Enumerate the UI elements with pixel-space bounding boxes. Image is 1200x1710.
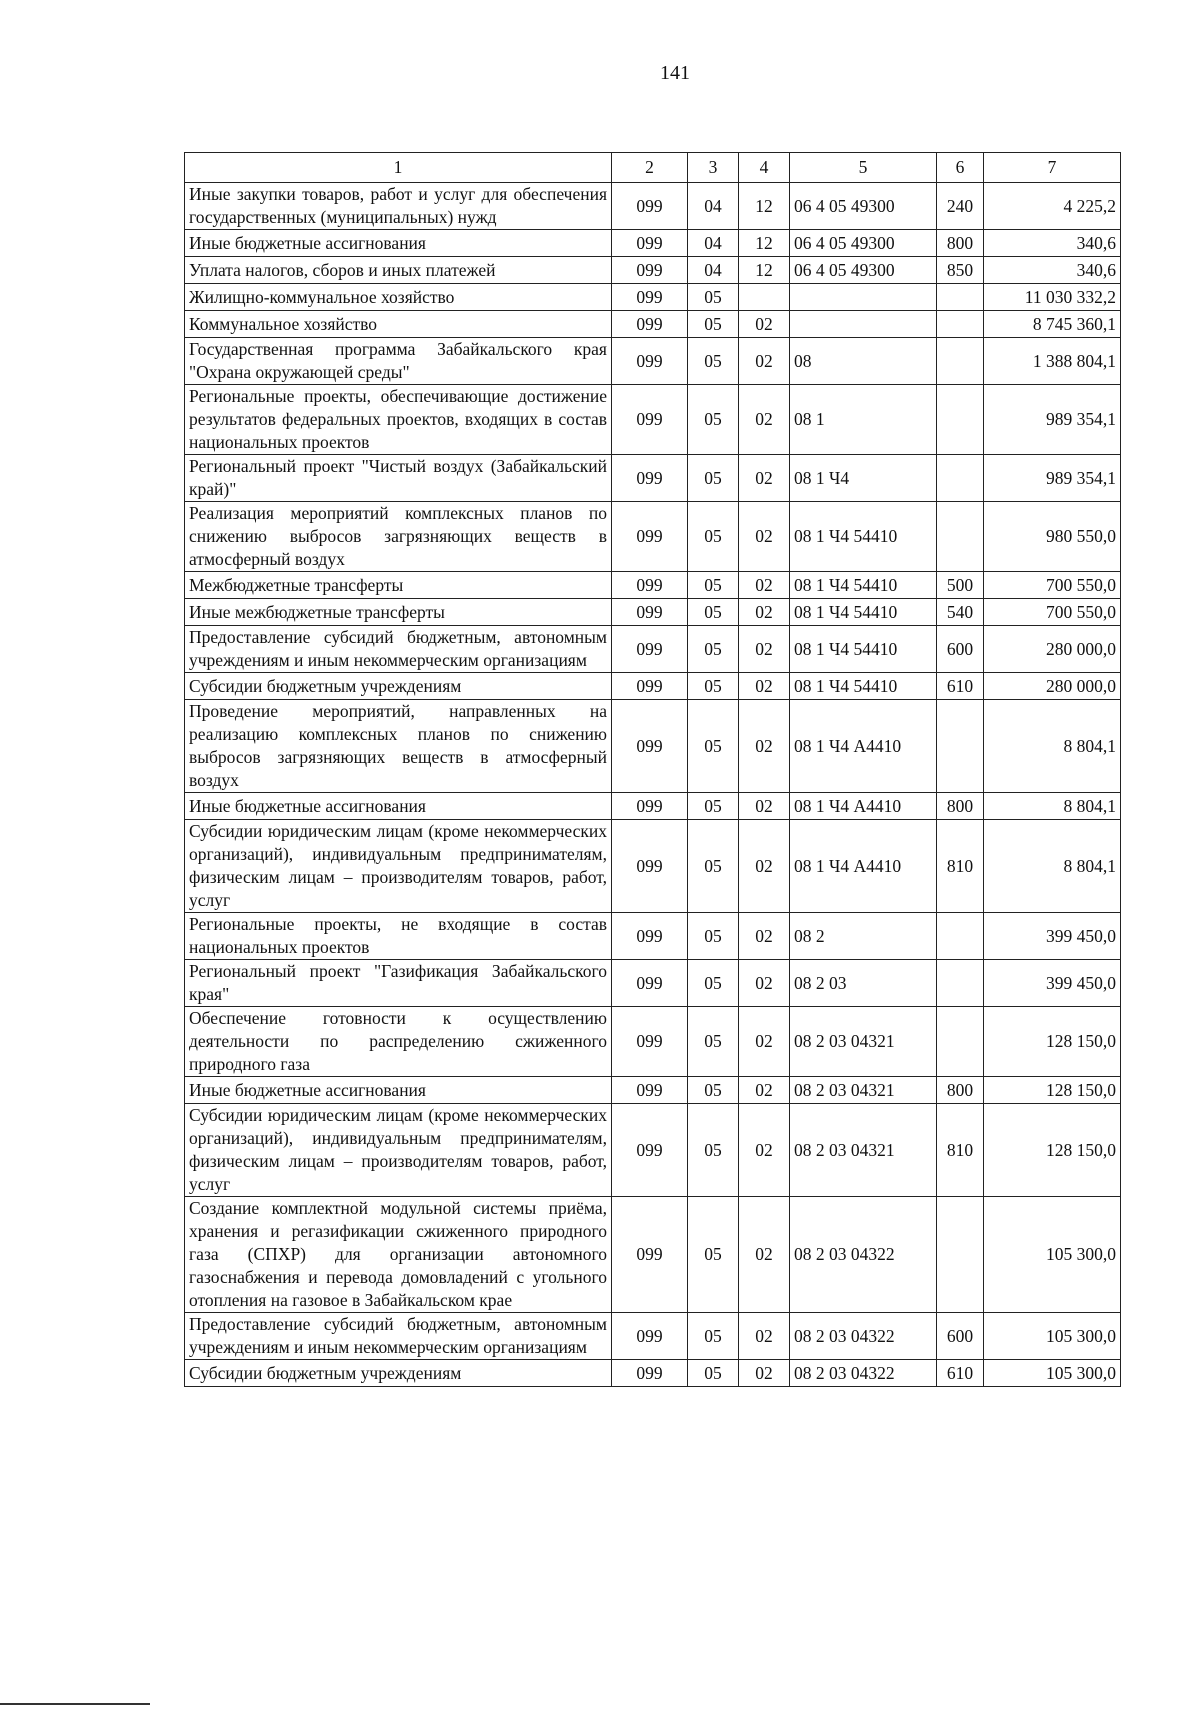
header-cell: 2 [612,153,688,183]
row-name-cell: Проведение мероприятий, направленных на реализацию комплексных планов по снижению выбросов загрязняющих веществ в атмосферный воздух [185,700,612,793]
target-article-cell: 08 1 Ч4 54410 [790,572,937,599]
subsection-cell: 02 [739,1077,790,1104]
section-cell: 05 [688,673,739,700]
expense-type-cell [937,913,984,960]
table-row [185,284,1121,311]
subsection-cell: 02 [739,673,790,700]
subsection-cell: 02 [739,820,790,913]
target-article-cell: 08 1 Ч4 А4410 [790,820,937,913]
table-row [185,820,1121,913]
target-article-cell: 06 4 05 49300 [790,257,937,284]
subsection-cell [739,284,790,311]
subsection-cell: 02 [739,599,790,626]
admin-code-cell: 099 [612,793,688,820]
target-article-cell: 08 1 Ч4 54410 [790,673,937,700]
row-name-cell: Региональный проект "Газификация Забайкальского края" [185,960,612,1007]
section-cell: 05 [688,626,739,673]
amount-cell: 989 354,1 [984,385,1121,455]
admin-code-cell: 099 [612,626,688,673]
subsection-cell: 02 [739,1360,790,1387]
section-cell: 05 [688,502,739,572]
expense-type-cell: 800 [937,230,984,257]
target-article-cell: 08 1 Ч4 54410 [790,502,937,572]
header-cell: 4 [739,153,790,183]
subsection-cell: 02 [739,502,790,572]
row-name-cell: Иные бюджетные ассигнования [185,793,612,820]
section-cell: 05 [688,1197,739,1313]
expense-type-cell: 810 [937,1104,984,1197]
expense-type-cell: 800 [937,1077,984,1104]
row-name-cell: Уплата налогов, сборов и иных платежей [185,257,612,284]
admin-code-cell: 099 [612,960,688,1007]
amount-cell: 105 300,0 [984,1313,1121,1360]
subsection-cell: 02 [739,455,790,502]
expense-type-cell: 600 [937,1313,984,1360]
target-article-cell: 08 2 03 04322 [790,1197,937,1313]
admin-code-cell: 099 [612,230,688,257]
admin-code-cell: 099 [612,1077,688,1104]
admin-code-cell: 099 [612,599,688,626]
row-name-cell: Региональные проекты, не входящие в состав национальных проектов [185,913,612,960]
section-cell: 05 [688,455,739,502]
expense-type-cell [937,385,984,455]
subsection-cell: 12 [739,230,790,257]
row-name-cell: Реализация мероприятий комплексных планов по снижению выбросов загрязняющих веществ в атмосферный воздух [185,502,612,572]
target-article-cell: 08 1 Ч4 А4410 [790,793,937,820]
table-row [185,700,1121,793]
expense-type-cell: 500 [937,572,984,599]
amount-cell: 989 354,1 [984,455,1121,502]
subsection-cell: 02 [739,1197,790,1313]
budget-table [184,152,1121,1387]
subsection-cell: 02 [739,338,790,385]
header-cell: 5 [790,153,937,183]
table-row [185,1313,1121,1360]
table-row [185,338,1121,385]
expense-type-cell [937,284,984,311]
admin-code-cell: 099 [612,913,688,960]
admin-code-cell: 099 [612,257,688,284]
amount-cell: 280 000,0 [984,626,1121,673]
target-article-cell [790,311,937,338]
row-name-cell: Региональный проект "Чистый воздух (Забайкальский край)" [185,455,612,502]
header-cell: 6 [937,153,984,183]
amount-cell: 8 804,1 [984,700,1121,793]
row-name-cell: Государственная программа Забайкальского края "Охрана окружающей среды" [185,338,612,385]
target-article-cell: 08 [790,338,937,385]
admin-code-cell: 099 [612,338,688,385]
table-row [185,502,1121,572]
row-name-cell: Субсидии юридическим лицам (кроме некоммерческих организаций), индивидуальным предпринимателям, физическим лицам – производителям товаров, работ, услуг [185,1104,612,1197]
subsection-cell: 02 [739,793,790,820]
admin-code-cell: 099 [612,572,688,599]
target-article-cell: 08 1 [790,385,937,455]
expense-type-cell [937,455,984,502]
section-cell: 05 [688,338,739,385]
table-row [185,1077,1121,1104]
admin-code-cell: 099 [612,311,688,338]
table-row [185,1197,1121,1313]
amount-cell: 11 030 332,2 [984,284,1121,311]
subsection-cell: 02 [739,572,790,599]
admin-code-cell: 099 [612,1007,688,1077]
row-name-cell: Иные бюджетные ассигнования [185,230,612,257]
amount-cell: 1 388 804,1 [984,338,1121,385]
target-article-cell: 08 2 03 [790,960,937,1007]
expense-type-cell [937,502,984,572]
section-cell: 05 [688,1007,739,1077]
section-cell: 05 [688,1104,739,1197]
section-cell: 05 [688,284,739,311]
table-body [185,183,1121,1387]
table-row [185,385,1121,455]
subsection-cell: 02 [739,1313,790,1360]
amount-cell: 4 225,2 [984,183,1121,230]
amount-cell: 8 804,1 [984,820,1121,913]
row-name-cell: Субсидии бюджетным учреждениям [185,1360,612,1387]
table-row [185,311,1121,338]
section-cell: 04 [688,183,739,230]
section-cell: 04 [688,230,739,257]
table-row [185,626,1121,673]
section-cell: 05 [688,1360,739,1387]
target-article-cell: 08 2 [790,913,937,960]
row-name-cell: Иные межбюджетные трансферты [185,599,612,626]
admin-code-cell: 099 [612,385,688,455]
table-row [185,913,1121,960]
table-row [185,960,1121,1007]
section-cell: 05 [688,1077,739,1104]
row-name-cell: Иные бюджетные ассигнования [185,1077,612,1104]
amount-cell: 8 804,1 [984,793,1121,820]
row-name-cell: Обеспечение готовности к осуществлению деятельности по распределению сжиженного природного газа [185,1007,612,1077]
row-name-cell: Субсидии юридическим лицам (кроме некоммерческих организаций), индивидуальным предпринимателям, физическим лицам – производителям товаров, работ, услуг [185,820,612,913]
row-name-cell: Иные закупки товаров, работ и услуг для обеспечения государственных (муниципальных) нужд [185,183,612,230]
admin-code-cell: 099 [612,820,688,913]
amount-cell: 105 300,0 [984,1360,1121,1387]
amount-cell: 700 550,0 [984,572,1121,599]
subsection-cell: 02 [739,1007,790,1077]
table-row [185,572,1121,599]
section-cell: 05 [688,700,739,793]
target-article-cell [790,284,937,311]
table-row [185,1360,1121,1387]
expense-type-cell: 850 [937,257,984,284]
subsection-cell: 02 [739,913,790,960]
target-article-cell: 08 2 03 04322 [790,1313,937,1360]
admin-code-cell: 099 [612,673,688,700]
section-cell: 05 [688,385,739,455]
subsection-cell: 02 [739,311,790,338]
header-row [185,153,1121,183]
admin-code-cell: 099 [612,1313,688,1360]
target-article-cell: 08 1 Ч4 54410 [790,626,937,673]
amount-cell: 340,6 [984,230,1121,257]
admin-code-cell: 099 [612,502,688,572]
page-edge-line [0,1703,150,1705]
admin-code-cell: 099 [612,1104,688,1197]
section-cell: 05 [688,793,739,820]
table-row [185,793,1121,820]
amount-cell: 700 550,0 [984,599,1121,626]
admin-code-cell: 099 [612,284,688,311]
admin-code-cell: 099 [612,700,688,793]
expense-type-cell [937,1197,984,1313]
table-row [185,257,1121,284]
expense-type-cell: 600 [937,626,984,673]
subsection-cell: 12 [739,257,790,284]
expense-type-cell: 610 [937,673,984,700]
expense-type-cell: 800 [937,793,984,820]
target-article-cell: 08 2 03 04321 [790,1104,937,1197]
admin-code-cell: 099 [612,455,688,502]
amount-cell: 980 550,0 [984,502,1121,572]
header-cell: 1 [185,153,612,183]
row-name-cell: Субсидии бюджетным учреждениям [185,673,612,700]
amount-cell: 128 150,0 [984,1077,1121,1104]
subsection-cell: 02 [739,1104,790,1197]
header-cell: 3 [688,153,739,183]
expense-type-cell [937,338,984,385]
target-article-cell: 08 1 Ч4 [790,455,937,502]
amount-cell: 280 000,0 [984,673,1121,700]
table-row [185,230,1121,257]
expense-type-cell [937,700,984,793]
target-article-cell: 06 4 05 49300 [790,230,937,257]
target-article-cell: 08 2 03 04322 [790,1360,937,1387]
expense-type-cell: 240 [937,183,984,230]
row-name-cell: Региональные проекты, обеспечивающие достижение результатов федеральных проектов, входящих в состав национальных проектов [185,385,612,455]
expense-type-cell [937,1007,984,1077]
section-cell: 05 [688,913,739,960]
expense-type-cell: 610 [937,1360,984,1387]
table-row [185,599,1121,626]
page-number: 141 [660,62,690,84]
table-row [185,1007,1121,1077]
row-name-cell: Межбюджетные трансферты [185,572,612,599]
section-cell: 05 [688,311,739,338]
expense-type-cell: 810 [937,820,984,913]
header-cell: 7 [984,153,1121,183]
row-name-cell: Жилищно-коммунальное хозяйство [185,284,612,311]
row-name-cell: Предоставление субсидий бюджетным, автономным учреждениям и иным некоммерческим организациям [185,1313,612,1360]
admin-code-cell: 099 [612,183,688,230]
subsection-cell: 02 [739,385,790,455]
amount-cell: 128 150,0 [984,1007,1121,1077]
section-cell: 05 [688,572,739,599]
row-name-cell: Предоставление субсидий бюджетным, автономным учреждениям и иным некоммерческим организациям [185,626,612,673]
target-article-cell: 08 1 Ч4 54410 [790,599,937,626]
subsection-cell: 02 [739,700,790,793]
amount-cell: 128 150,0 [984,1104,1121,1197]
amount-cell: 399 450,0 [984,913,1121,960]
admin-code-cell: 099 [612,1360,688,1387]
subsection-cell: 12 [739,183,790,230]
amount-cell: 105 300,0 [984,1197,1121,1313]
expense-type-cell [937,960,984,1007]
table-row [185,673,1121,700]
expense-type-cell: 540 [937,599,984,626]
section-cell: 05 [688,1313,739,1360]
amount-cell: 399 450,0 [984,960,1121,1007]
target-article-cell: 08 2 03 04321 [790,1077,937,1104]
subsection-cell: 02 [739,960,790,1007]
target-article-cell: 08 1 Ч4 А4410 [790,700,937,793]
expense-type-cell [937,311,984,338]
table-row [185,455,1121,502]
section-cell: 04 [688,257,739,284]
subsection-cell: 02 [739,626,790,673]
target-article-cell: 06 4 05 49300 [790,183,937,230]
row-name-cell: Коммунальное хозяйство [185,311,612,338]
table-row [185,1104,1121,1197]
table-row [185,183,1121,230]
section-cell: 05 [688,599,739,626]
section-cell: 05 [688,960,739,1007]
amount-cell: 8 745 360,1 [984,311,1121,338]
row-name-cell: Создание комплектной модульной системы приёма, хранения и регазификации сжиженного природного газа (СПХР) для организации автономного газоснабжения и перевода домовладений с угольного отопления на газовое в Забайкальском крае [185,1197,612,1313]
amount-cell: 340,6 [984,257,1121,284]
admin-code-cell: 099 [612,1197,688,1313]
section-cell: 05 [688,820,739,913]
target-article-cell: 08 2 03 04321 [790,1007,937,1077]
